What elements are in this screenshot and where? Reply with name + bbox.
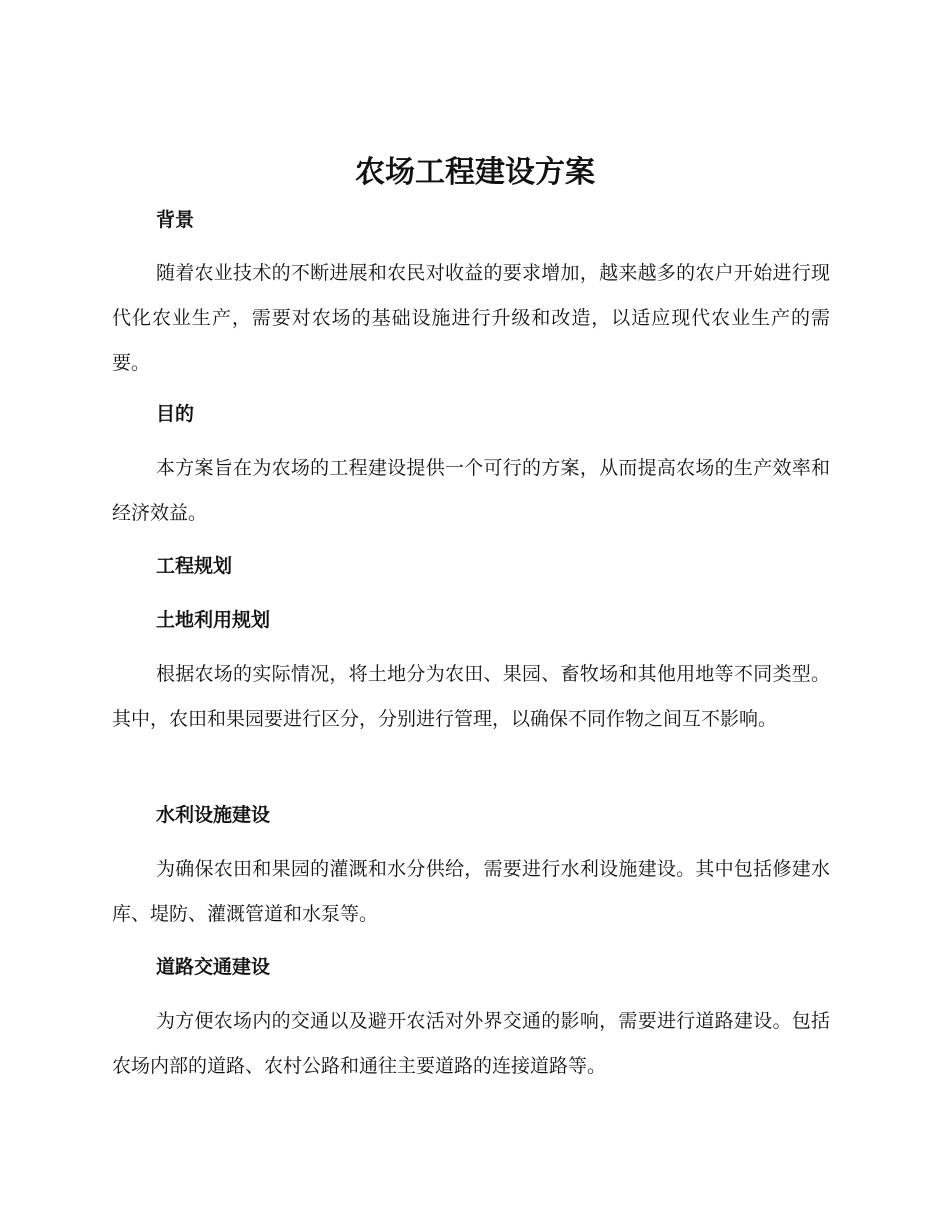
section-heading-road-traffic: 道路交通建设 [156,956,271,978]
section-heading-purpose: 目的 [156,403,195,425]
section-heading-water-facilities: 水利设施建设 [156,804,271,826]
section-heading-background: 背景 [156,209,195,231]
paragraph-purpose: 本方案旨在为农场的工程建设提供一个可行的方案，从而提高农场的生产效率和经济效益。 [112,457,830,524]
section-heading-land-use: 土地利用规划 [156,609,271,631]
section-heading-engineering-plan: 工程规划 [156,555,233,577]
paragraph-background: 随着农业技术的不断进展和农民对收益的要求增加，越来越多的农户开始进行现代化农业生产，需要对农场的基础设施进行升级和改造，以适应现代农业生产的需要。 [112,262,830,374]
paragraph-water-facilities: 为确保农田和果园的灌溉和水分供给，需要进行水利设施建设。其中包括修建水库、堤防、灌溉管道和水泵等。 [112,858,830,925]
paragraph-road-traffic: 为方便农场内的交通以及避开农活对外界交通的影响，需要进行道路建设。包括农场内部的道路、农村公路和通往主要道路的连接道路等。 [112,1010,830,1077]
document-title: 农场工程建设方案 [355,155,595,190]
paragraph-land-use: 根据农场的实际情况，将土地分为农田、果园、畜牧场和其他用地等不同类型。其中，农田和果园要进行区分，分别进行管理，以确保不同作物之间互不影响。 [112,663,830,730]
